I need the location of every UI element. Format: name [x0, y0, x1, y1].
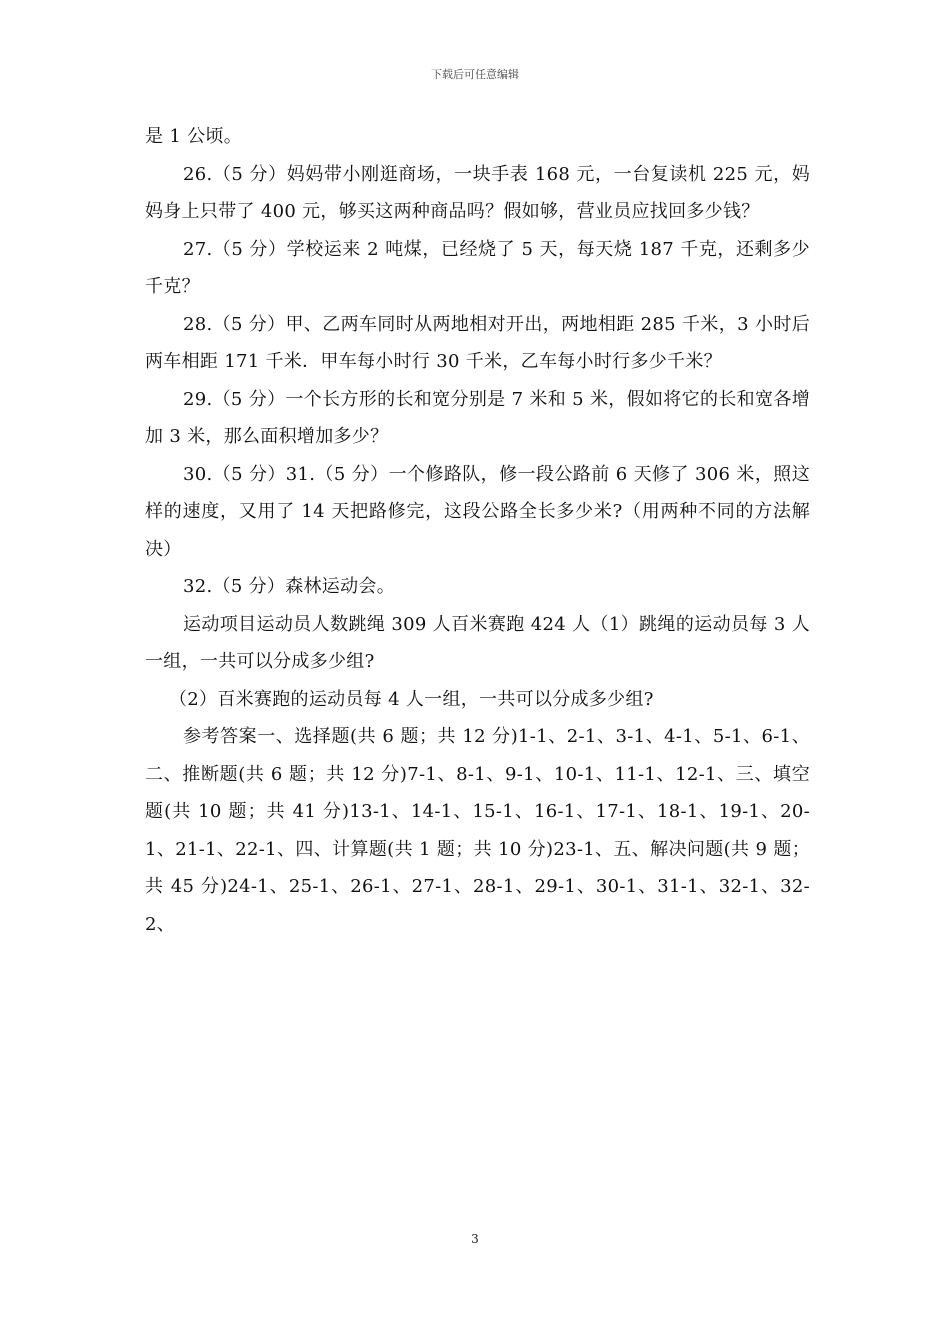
- question-32-part-2: （2）百米赛跑的运动员每 4 人一组，一共可以分成多少组?: [169, 688, 654, 710]
- question-32: 32.（5 分）森林运动会。: [183, 576, 395, 597]
- question-26: 26.（5 分）妈妈带小刚逛商场，一块手表 168 元，一台复读机 225 元，妈妈身上只带了 400 元，够买这两种商品吗？假如够，营业员应找回多少钱？: [145, 163, 810, 222]
- paragraph-continuation: 是 1 公顷。: [145, 126, 242, 147]
- question-32-part-1: 运动项目运动员人数跳绳 309 人百米赛跑 424 人（1）跳绳的运动员每 3 人一组，一共可以分成多少组?: [145, 613, 810, 672]
- answer-key: 参考答案一、选择题(共 6 题；共 12 分)1-1、2-1、3-1、4-1、5-1、6-1、二、推断题(共 6 题；共 12 分)7-1、8-1、9-1、10-1、11-1、12-1、三、填空题(共 10 题；共 41 分)13-1、14-1、15-1、16-1、17-1、18-1、19-1、20-1、21-1、22-1、四、计算题(共 1 题；共 10 分)23-1、五、解决问题(共 9 题；共 45 分)24-1、25-1、26-1、27-1、28-1、29-1、30-1、31-1、32-1、32-2、: [145, 726, 810, 935]
- document-body: [145, 118, 810, 943]
- question-28: 28.（5 分）甲、乙两车同时从两地相对开出，两地相距 285 千米，3 小时后两车相距 171 千米．甲车每小时行 30 千米，乙车每小时行多少千米？: [145, 313, 810, 372]
- question-30-31: 30.（5 分）31.（5 分）一个修路队，修一段公路前 6 天修了 306 米，照这样的速度，又用了 14 天把路修完，这段公路全长多少米?（用两种不同的方法解决）: [145, 463, 810, 560]
- question-29: 29.（5 分）一个长方形的长和宽分别是 7 米和 5 米，假如将它的长和宽各增加 3 米，那么面积增加多少？: [145, 388, 810, 447]
- question-27: 27.（5 分）学校运来 2 吨煤，已经烧了 5 天，每天烧 187 千克，还剩多少千克？: [145, 238, 810, 297]
- page-number: 3: [471, 1232, 479, 1246]
- page-header: 下载后可任意编辑: [431, 68, 519, 81]
